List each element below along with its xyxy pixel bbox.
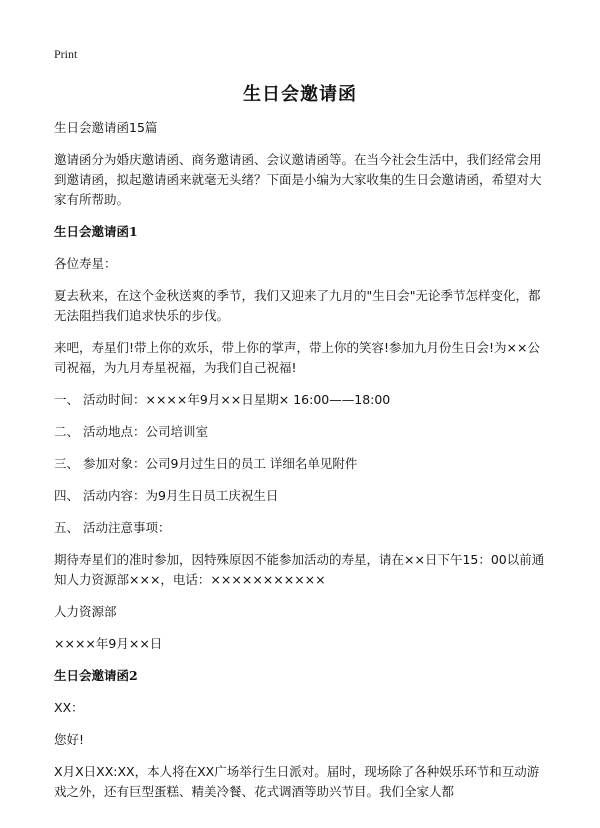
section-2-greeting: 您好! [54,732,85,747]
activity-participants: 三、 参加对象：公司9月过生日的员工 详细名单见附件 [54,456,358,471]
activity-notes-heading: 五、 活动注意事项： [54,520,171,535]
signature-date: ××××年9月××日 [54,636,163,651]
section-2-salutation: XX： [54,700,84,715]
document-subtitle: 生日会邀请函15篇 [54,120,158,135]
section-1-paragraph-1: 夏去秋来，在这个金秋送爽的季节，我们又迎来了九月的"生日会"无论季节怎样变化，都无法阻挡我们追求快乐的步伐。 [54,288,541,323]
print-label[interactable]: Print [54,47,78,61]
section-2-heading: 生日会邀请函2 [54,668,138,683]
activity-notice: 期待寿星们的准时参加，因特殊原因不能参加活动的寿星，请在××日下午15：00以前通知人力资源部×××，电话：××××××××××× [54,552,545,587]
section-2-paragraph-1: X月X日XX:XX，本人将在XX广场举行生日派对。届时，现场除了各种娱乐环节和互动游戏之外，还有巨型蛋糕、精美冷餐、花式调酒等助兴节目。我们全家人都 [54,764,540,799]
activity-time: 一、 活动时间：××××年9月××日星期× 16:00——18:00 [54,392,391,407]
activity-location: 二、 活动地点：公司培训室 [54,424,208,439]
activity-content: 四、 活动内容：为9月生日员工庆祝生日 [54,488,279,503]
page-title: 生日会邀请函 [243,84,357,105]
signature-department: 人力资源部 [54,604,117,619]
intro-paragraph: 邀请函分为婚庆邀请函、商务邀请函、会议邀请函等。在当今社会生活中，我们经常会用到邀请函，拟起邀请函来就毫无头绪？下面是小编为大家收集的生日会邀请函，希望对大家有所帮助。 [54,152,542,207]
section-1-salutation: 各位寿星： [54,256,117,271]
section-1-paragraph-2: 来吧，寿星们!带上你的欢乐，带上你的掌声，带上你的笑容!参加九月份生日会!为××公司祝福，为九月寿星祝福，为我们自己祝福! [54,340,540,375]
document-body [54,118,550,814]
section-1-heading: 生日会邀请函1 [54,224,138,239]
